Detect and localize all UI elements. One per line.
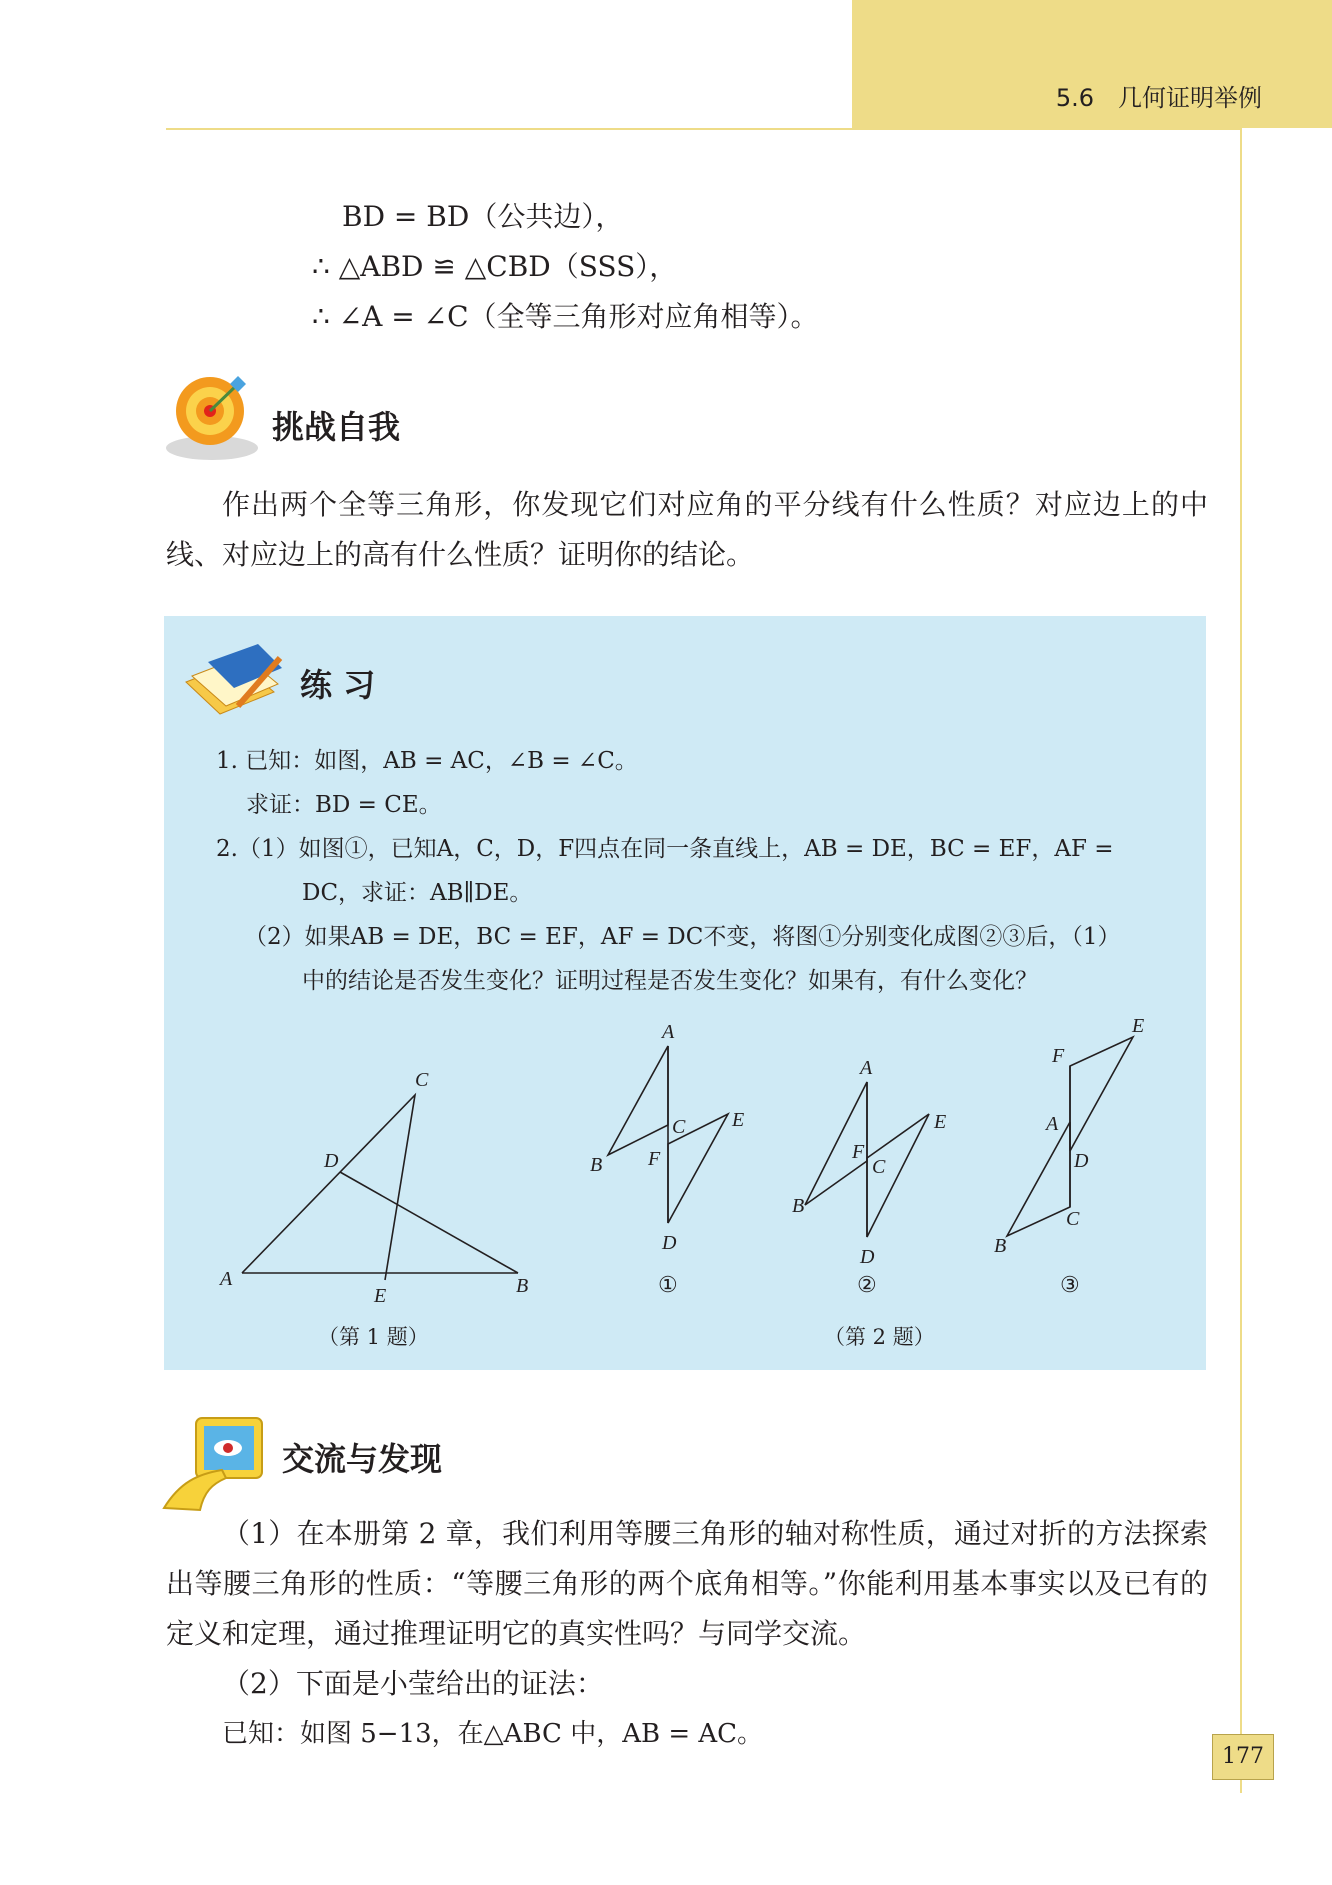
- fig1-label-c: C: [415, 1069, 429, 1091]
- proof-line-2: ∴ △ABD ≌ △CBD（SSS），: [312, 250, 678, 283]
- discuss-paragraph-1: （1）在本册第 2 章，我们利用等腰三角形的轴对称性质，通过对折的方法探索出等腰三角形的性质：“等腰三角形的两个底角相等。”你能利用基本事实以及已有的定义和定理，通过推理证明它的真实性吗？与同学交流。: [166, 1517, 1208, 1650]
- fig2c-label-d: D: [1074, 1150, 1089, 1172]
- fig2a-label-a: A: [662, 1021, 675, 1043]
- discuss-title: 交流与发现: [282, 1440, 443, 1478]
- challenge-text: 作出两个全等三角形，你发现它们对应角的平分线有什么性质？对应边上的中线、对应边上的高有什么性质？证明你的结论。: [166, 488, 1208, 571]
- margin-rule: [1240, 128, 1242, 1793]
- fig2a-label-e: E: [732, 1109, 745, 1131]
- fig2b-label-a: A: [860, 1057, 873, 1079]
- fig2c-number: ③: [1060, 1272, 1080, 1297]
- notebook-pencil-icon: [178, 636, 288, 718]
- caption-q2: （第 2 题）: [824, 1325, 935, 1349]
- section-title: 5.6 几何证明举例: [1055, 84, 1262, 112]
- header-rule: [166, 128, 1241, 130]
- fig2c-triangle-abc: [1007, 1122, 1070, 1236]
- fig2b-label-d: D: [860, 1246, 875, 1268]
- fig2c-label-c: C: [1066, 1208, 1080, 1230]
- fig2b-label-f: F: [852, 1141, 865, 1163]
- page-number: 177: [1212, 1734, 1274, 1780]
- figure-1: [210, 1060, 550, 1310]
- fig2c-label-b: B: [994, 1235, 1007, 1257]
- fig2b-label-b: B: [792, 1195, 805, 1217]
- fig2b-label-e: E: [934, 1111, 947, 1133]
- fig2c-label-f: F: [1052, 1045, 1065, 1067]
- fig2a-number: ①: [658, 1272, 678, 1297]
- exercise-title: 练 习: [300, 666, 376, 704]
- fig1-segment-bd: [340, 1172, 518, 1273]
- fig1-label-b: B: [516, 1275, 529, 1297]
- fig2a-label-d: D: [662, 1232, 677, 1254]
- discuss-paragraph-3: 已知：如图 5−13，在△ABC 中，AB = AC。: [222, 1719, 764, 1749]
- caption-q1: （第 1 题）: [318, 1325, 429, 1349]
- fig1-side-ac: [242, 1095, 415, 1280]
- q2-2-line1: （2）如果AB = DE，BC = EF，AF = DC不变，将图①分别变化成图②③后，（1）: [244, 924, 1121, 950]
- fig2a-label-f: F: [648, 1148, 661, 1170]
- q1-line2: 求证：BD = CE。: [246, 792, 442, 818]
- fig1-label-d: D: [324, 1150, 339, 1172]
- figure-2: [570, 1012, 1190, 1312]
- fig2b-number: ②: [857, 1272, 877, 1297]
- q1-line1: 1. 已知：如图，AB = AC，∠B = ∠C。: [216, 748, 638, 774]
- fig2c-label-e: E: [1132, 1015, 1145, 1037]
- q2-2-line2: 中的结论是否发生变化？证明过程是否发生变化？如果有，有什么变化？: [302, 968, 1038, 994]
- discuss-hand-icon: [160, 1412, 272, 1520]
- q2-1-line1: 2.（1）如图①，已知A，C，D，F四点在同一条直线上，AB = DE，BC = EF，AF =: [216, 836, 1114, 862]
- fig2a-triangle-abc: [608, 1046, 668, 1155]
- fig2c-label-a: A: [1046, 1113, 1059, 1135]
- proof-line-1: BD = BD（公共边），: [342, 200, 624, 233]
- fig1-label-a: A: [220, 1268, 233, 1290]
- challenge-title: 挑战自我: [272, 408, 401, 446]
- fig2b-label-c: C: [872, 1156, 886, 1178]
- fig2c-triangle-def: [1070, 1037, 1133, 1151]
- fig2a-label-b: B: [590, 1154, 603, 1176]
- fig1-label-e: E: [374, 1285, 387, 1307]
- fig2a-label-c: C: [672, 1116, 686, 1138]
- target-icon: [160, 366, 260, 466]
- q2-1-line2: DC，求证：AB∥DE。: [302, 880, 533, 906]
- proof-line-3: ∴ ∠A = ∠C（全等三角形对应角相等）。: [312, 300, 819, 333]
- discuss-paragraph-2: （2）下面是小莹给出的证法：: [222, 1667, 604, 1700]
